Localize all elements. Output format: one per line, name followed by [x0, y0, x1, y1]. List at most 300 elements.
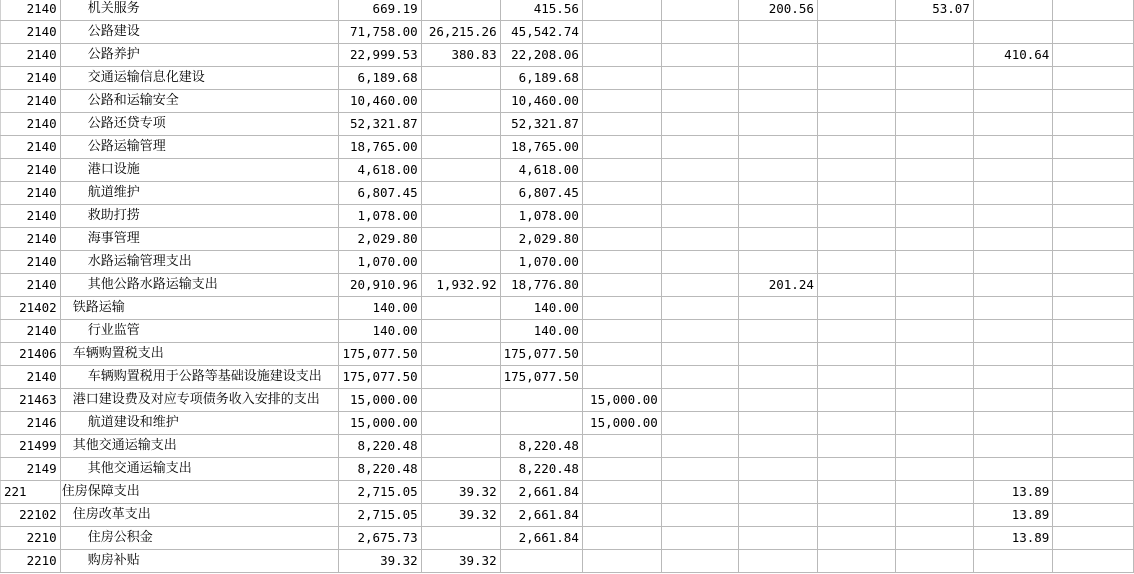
subject-name-cell[interactable]: 住房保障支出 [60, 481, 339, 504]
amount-cell[interactable]: 1,932.92 [421, 274, 500, 297]
amount-cell[interactable]: 8,220.48 [339, 435, 421, 458]
amount-cell[interactable]: 380.83 [421, 44, 500, 67]
subject-code-cell[interactable]: 22102 [1, 504, 61, 527]
subject-name-cell[interactable]: 救助打捞 [60, 205, 339, 228]
amount-cell[interactable] [421, 320, 500, 343]
amount-cell[interactable] [1053, 320, 1134, 343]
amount-cell[interactable] [817, 136, 895, 159]
amount-cell[interactable] [1053, 297, 1134, 320]
amount-cell[interactable]: 8,220.48 [500, 435, 582, 458]
amount-cell[interactable] [739, 251, 817, 274]
subject-code-cell[interactable]: 2149 [1, 458, 61, 481]
amount-cell[interactable] [582, 205, 661, 228]
amount-cell[interactable] [582, 504, 661, 527]
amount-cell[interactable] [973, 274, 1052, 297]
amount-cell[interactable]: 2,029.80 [500, 228, 582, 251]
subject-name-cell[interactable]: 住房改革支出 [60, 504, 339, 527]
amount-cell[interactable] [1053, 44, 1134, 67]
amount-cell[interactable] [895, 67, 973, 90]
amount-cell[interactable]: 39.32 [339, 550, 421, 573]
subject-code-cell[interactable]: 2140 [1, 320, 61, 343]
amount-cell[interactable] [582, 343, 661, 366]
subject-code-cell[interactable]: 2140 [1, 205, 61, 228]
amount-cell[interactable] [582, 21, 661, 44]
amount-cell[interactable] [895, 113, 973, 136]
amount-cell[interactable] [421, 113, 500, 136]
amount-cell[interactable] [661, 228, 739, 251]
amount-cell[interactable] [895, 366, 973, 389]
amount-cell[interactable] [973, 159, 1052, 182]
amount-cell[interactable] [739, 182, 817, 205]
amount-cell[interactable]: 410.64 [973, 44, 1052, 67]
amount-cell[interactable]: 26,215.26 [421, 21, 500, 44]
amount-cell[interactable] [421, 159, 500, 182]
amount-cell[interactable] [500, 550, 582, 573]
amount-cell[interactable] [1053, 21, 1134, 44]
subject-name-cell[interactable]: 购房补贴 [60, 550, 339, 573]
amount-cell[interactable] [895, 159, 973, 182]
amount-cell[interactable]: 175,077.50 [339, 343, 421, 366]
amount-cell[interactable] [895, 21, 973, 44]
amount-cell[interactable] [582, 136, 661, 159]
amount-cell[interactable] [582, 113, 661, 136]
amount-cell[interactable] [817, 527, 895, 550]
amount-cell[interactable] [973, 136, 1052, 159]
amount-cell[interactable]: 15,000.00 [582, 412, 661, 435]
subject-name-cell[interactable]: 车辆购置税支出 [60, 343, 339, 366]
amount-cell[interactable] [817, 113, 895, 136]
amount-cell[interactable]: 22,999.53 [339, 44, 421, 67]
amount-cell[interactable] [661, 0, 739, 21]
amount-cell[interactable]: 201.24 [739, 274, 817, 297]
amount-cell[interactable] [661, 458, 739, 481]
amount-cell[interactable] [582, 182, 661, 205]
amount-cell[interactable] [739, 205, 817, 228]
amount-cell[interactable] [661, 205, 739, 228]
amount-cell[interactable]: 175,077.50 [500, 343, 582, 366]
subject-name-cell[interactable]: 航道建设和维护 [60, 412, 339, 435]
amount-cell[interactable] [739, 21, 817, 44]
amount-cell[interactable] [421, 297, 500, 320]
amount-cell[interactable] [739, 389, 817, 412]
amount-cell[interactable] [421, 182, 500, 205]
amount-cell[interactable] [973, 297, 1052, 320]
amount-cell[interactable] [582, 44, 661, 67]
amount-cell[interactable] [817, 435, 895, 458]
amount-cell[interactable] [817, 0, 895, 21]
amount-cell[interactable] [973, 67, 1052, 90]
amount-cell[interactable] [582, 297, 661, 320]
amount-cell[interactable]: 13.89 [973, 504, 1052, 527]
amount-cell[interactable] [817, 251, 895, 274]
amount-cell[interactable] [895, 90, 973, 113]
amount-cell[interactable] [817, 182, 895, 205]
subject-code-cell[interactable]: 2140 [1, 113, 61, 136]
subject-code-cell[interactable]: 21463 [1, 389, 61, 412]
amount-cell[interactable] [1053, 389, 1134, 412]
amount-cell[interactable] [895, 504, 973, 527]
amount-cell[interactable]: 140.00 [500, 297, 582, 320]
subject-code-cell[interactable]: 221 [1, 481, 61, 504]
amount-cell[interactable] [661, 136, 739, 159]
subject-code-cell[interactable]: 21402 [1, 297, 61, 320]
amount-cell[interactable] [973, 412, 1052, 435]
amount-cell[interactable]: 13.89 [973, 527, 1052, 550]
amount-cell[interactable]: 15,000.00 [582, 389, 661, 412]
amount-cell[interactable] [817, 44, 895, 67]
subject-name-cell[interactable]: 港口建设费及对应专项债务收入安排的支出 [60, 389, 339, 412]
amount-cell[interactable] [817, 274, 895, 297]
subject-code-cell[interactable]: 2210 [1, 527, 61, 550]
subject-name-cell[interactable]: 水路运输管理支出 [60, 251, 339, 274]
amount-cell[interactable] [895, 205, 973, 228]
amount-cell[interactable] [739, 67, 817, 90]
amount-cell[interactable] [739, 297, 817, 320]
amount-cell[interactable] [973, 90, 1052, 113]
amount-cell[interactable]: 140.00 [500, 320, 582, 343]
subject-name-cell[interactable]: 航道维护 [60, 182, 339, 205]
amount-cell[interactable] [421, 366, 500, 389]
amount-cell[interactable] [973, 251, 1052, 274]
amount-cell[interactable] [739, 458, 817, 481]
amount-cell[interactable]: 71,758.00 [339, 21, 421, 44]
amount-cell[interactable]: 18,765.00 [339, 136, 421, 159]
subject-code-cell[interactable]: 2140 [1, 228, 61, 251]
amount-cell[interactable] [895, 228, 973, 251]
amount-cell[interactable] [661, 389, 739, 412]
amount-cell[interactable] [582, 550, 661, 573]
amount-cell[interactable] [739, 527, 817, 550]
amount-cell[interactable]: 6,189.68 [500, 67, 582, 90]
amount-cell[interactable] [739, 113, 817, 136]
amount-cell[interactable] [817, 504, 895, 527]
subject-code-cell[interactable]: 21499 [1, 435, 61, 458]
amount-cell[interactable] [739, 481, 817, 504]
amount-cell[interactable] [661, 412, 739, 435]
amount-cell[interactable] [661, 435, 739, 458]
amount-cell[interactable] [582, 435, 661, 458]
amount-cell[interactable] [421, 205, 500, 228]
amount-cell[interactable] [661, 527, 739, 550]
amount-cell[interactable] [739, 504, 817, 527]
amount-cell[interactable] [421, 435, 500, 458]
amount-cell[interactable]: 15,000.00 [339, 412, 421, 435]
amount-cell[interactable] [973, 366, 1052, 389]
amount-cell[interactable] [582, 251, 661, 274]
amount-cell[interactable] [973, 435, 1052, 458]
amount-cell[interactable]: 200.56 [739, 0, 817, 21]
amount-cell[interactable]: 6,807.45 [500, 182, 582, 205]
amount-cell[interactable] [421, 228, 500, 251]
amount-cell[interactable]: 175,077.50 [339, 366, 421, 389]
amount-cell[interactable] [421, 389, 500, 412]
amount-cell[interactable] [817, 205, 895, 228]
amount-cell[interactable] [1053, 90, 1134, 113]
subject-name-cell[interactable]: 机关服务 [60, 0, 339, 21]
amount-cell[interactable] [817, 320, 895, 343]
amount-cell[interactable] [1053, 274, 1134, 297]
subject-code-cell[interactable]: 2146 [1, 412, 61, 435]
amount-cell[interactable] [421, 251, 500, 274]
amount-cell[interactable] [1053, 366, 1134, 389]
amount-cell[interactable] [739, 90, 817, 113]
amount-cell[interactable]: 669.19 [339, 0, 421, 21]
amount-cell[interactable] [661, 550, 739, 573]
subject-code-cell[interactable]: 2140 [1, 90, 61, 113]
subject-name-cell[interactable]: 公路建设 [60, 21, 339, 44]
subject-name-cell[interactable]: 其他交通运输支出 [60, 435, 339, 458]
amount-cell[interactable] [421, 0, 500, 21]
amount-cell[interactable] [1053, 251, 1134, 274]
amount-cell[interactable]: 10,460.00 [339, 90, 421, 113]
amount-cell[interactable] [661, 182, 739, 205]
amount-cell[interactable] [739, 228, 817, 251]
amount-cell[interactable] [661, 67, 739, 90]
amount-cell[interactable]: 140.00 [339, 320, 421, 343]
amount-cell[interactable]: 2,661.84 [500, 481, 582, 504]
amount-cell[interactable] [421, 343, 500, 366]
amount-cell[interactable] [817, 297, 895, 320]
amount-cell[interactable] [895, 251, 973, 274]
amount-cell[interactable]: 39.32 [421, 481, 500, 504]
amount-cell[interactable] [1053, 343, 1134, 366]
amount-cell[interactable] [500, 389, 582, 412]
subject-name-cell[interactable]: 行业监管 [60, 320, 339, 343]
subject-name-cell[interactable]: 港口设施 [60, 159, 339, 182]
amount-cell[interactable] [421, 136, 500, 159]
amount-cell[interactable]: 8,220.48 [339, 458, 421, 481]
amount-cell[interactable] [973, 550, 1052, 573]
amount-cell[interactable] [582, 274, 661, 297]
subject-name-cell[interactable]: 交通运输信息化建设 [60, 67, 339, 90]
amount-cell[interactable] [661, 504, 739, 527]
amount-cell[interactable] [973, 182, 1052, 205]
amount-cell[interactable] [582, 320, 661, 343]
subject-code-cell[interactable]: 2140 [1, 274, 61, 297]
amount-cell[interactable] [895, 527, 973, 550]
subject-code-cell[interactable]: 2140 [1, 136, 61, 159]
subject-name-cell[interactable]: 车辆购置税用于公路等基础设施建设支出 [60, 366, 339, 389]
amount-cell[interactable] [739, 550, 817, 573]
amount-cell[interactable]: 1,070.00 [500, 251, 582, 274]
amount-cell[interactable] [582, 0, 661, 21]
amount-cell[interactable] [421, 412, 500, 435]
amount-cell[interactable]: 10,460.00 [500, 90, 582, 113]
amount-cell[interactable] [1053, 159, 1134, 182]
amount-cell[interactable] [661, 320, 739, 343]
amount-cell[interactable] [1053, 527, 1134, 550]
amount-cell[interactable] [895, 297, 973, 320]
amount-cell[interactable] [817, 550, 895, 573]
amount-cell[interactable] [582, 366, 661, 389]
amount-cell[interactable]: 1,070.00 [339, 251, 421, 274]
amount-cell[interactable] [817, 458, 895, 481]
amount-cell[interactable]: 175,077.50 [500, 366, 582, 389]
amount-cell[interactable] [817, 412, 895, 435]
amount-cell[interactable] [973, 389, 1052, 412]
amount-cell[interactable] [1053, 504, 1134, 527]
amount-cell[interactable] [739, 435, 817, 458]
amount-cell[interactable]: 39.32 [421, 550, 500, 573]
amount-cell[interactable] [1053, 228, 1134, 251]
amount-cell[interactable] [1053, 412, 1134, 435]
amount-cell[interactable] [817, 366, 895, 389]
amount-cell[interactable] [1053, 458, 1134, 481]
subject-name-cell[interactable]: 海事管理 [60, 228, 339, 251]
amount-cell[interactable]: 6,807.45 [339, 182, 421, 205]
amount-cell[interactable] [973, 458, 1052, 481]
amount-cell[interactable] [895, 182, 973, 205]
amount-cell[interactable] [817, 159, 895, 182]
amount-cell[interactable] [739, 44, 817, 67]
subject-name-cell[interactable]: 其他公路水路运输支出 [60, 274, 339, 297]
amount-cell[interactable] [661, 274, 739, 297]
amount-cell[interactable] [582, 159, 661, 182]
amount-cell[interactable] [1053, 67, 1134, 90]
amount-cell[interactable] [1053, 113, 1134, 136]
subject-code-cell[interactable]: 2140 [1, 366, 61, 389]
subject-code-cell[interactable]: 2210 [1, 550, 61, 573]
amount-cell[interactable] [421, 67, 500, 90]
amount-cell[interactable] [895, 481, 973, 504]
amount-cell[interactable]: 4,618.00 [500, 159, 582, 182]
amount-cell[interactable] [973, 320, 1052, 343]
amount-cell[interactable] [817, 343, 895, 366]
amount-cell[interactable] [817, 90, 895, 113]
subject-code-cell[interactable]: 2140 [1, 0, 61, 21]
amount-cell[interactable] [739, 159, 817, 182]
subject-code-cell[interactable]: 2140 [1, 182, 61, 205]
amount-cell[interactable]: 52,321.87 [500, 113, 582, 136]
amount-cell[interactable] [739, 366, 817, 389]
subject-code-cell[interactable]: 2140 [1, 159, 61, 182]
amount-cell[interactable]: 2,661.84 [500, 527, 582, 550]
amount-cell[interactable] [895, 320, 973, 343]
subject-name-cell[interactable]: 公路运输管理 [60, 136, 339, 159]
amount-cell[interactable] [895, 412, 973, 435]
amount-cell[interactable]: 8,220.48 [500, 458, 582, 481]
amount-cell[interactable]: 13.89 [973, 481, 1052, 504]
amount-cell[interactable]: 20,910.96 [339, 274, 421, 297]
amount-cell[interactable] [582, 458, 661, 481]
subject-name-cell[interactable]: 公路养护 [60, 44, 339, 67]
amount-cell[interactable] [661, 366, 739, 389]
amount-cell[interactable] [661, 21, 739, 44]
amount-cell[interactable] [973, 21, 1052, 44]
amount-cell[interactable]: 2,715.05 [339, 481, 421, 504]
amount-cell[interactable] [661, 297, 739, 320]
amount-cell[interactable] [582, 527, 661, 550]
amount-cell[interactable] [739, 320, 817, 343]
amount-cell[interactable]: 140.00 [339, 297, 421, 320]
amount-cell[interactable] [661, 113, 739, 136]
amount-cell[interactable] [895, 458, 973, 481]
subject-code-cell[interactable]: 21406 [1, 343, 61, 366]
amount-cell[interactable]: 2,715.05 [339, 504, 421, 527]
amount-cell[interactable] [973, 113, 1052, 136]
amount-cell[interactable] [817, 481, 895, 504]
amount-cell[interactable] [421, 458, 500, 481]
amount-cell[interactable]: 1,078.00 [339, 205, 421, 228]
amount-cell[interactable] [1053, 182, 1134, 205]
amount-cell[interactable] [1053, 205, 1134, 228]
amount-cell[interactable] [661, 481, 739, 504]
amount-cell[interactable]: 15,000.00 [339, 389, 421, 412]
subject-name-cell[interactable]: 公路和运输安全 [60, 90, 339, 113]
amount-cell[interactable] [973, 205, 1052, 228]
amount-cell[interactable]: 22,208.06 [500, 44, 582, 67]
amount-cell[interactable] [1053, 136, 1134, 159]
amount-cell[interactable]: 2,029.80 [339, 228, 421, 251]
amount-cell[interactable] [973, 228, 1052, 251]
amount-cell[interactable] [1053, 550, 1134, 573]
amount-cell[interactable]: 4,618.00 [339, 159, 421, 182]
amount-cell[interactable] [1053, 481, 1134, 504]
amount-cell[interactable] [817, 21, 895, 44]
amount-cell[interactable] [739, 136, 817, 159]
amount-cell[interactable] [739, 343, 817, 366]
amount-cell[interactable]: 39.32 [421, 504, 500, 527]
amount-cell[interactable] [421, 527, 500, 550]
amount-cell[interactable]: 6,189.68 [339, 67, 421, 90]
amount-cell[interactable] [500, 412, 582, 435]
amount-cell[interactable] [739, 412, 817, 435]
amount-cell[interactable] [895, 389, 973, 412]
subject-code-cell[interactable]: 2140 [1, 44, 61, 67]
amount-cell[interactable]: 415.56 [500, 0, 582, 21]
subject-name-cell[interactable]: 住房公积金 [60, 527, 339, 550]
amount-cell[interactable]: 2,661.84 [500, 504, 582, 527]
amount-cell[interactable] [1053, 435, 1134, 458]
amount-cell[interactable] [895, 44, 973, 67]
amount-cell[interactable] [582, 228, 661, 251]
subject-code-cell[interactable]: 2140 [1, 251, 61, 274]
amount-cell[interactable] [895, 435, 973, 458]
amount-cell[interactable] [661, 90, 739, 113]
amount-cell[interactable]: 52,321.87 [339, 113, 421, 136]
amount-cell[interactable] [973, 0, 1052, 21]
subject-name-cell[interactable]: 公路还贷专项 [60, 113, 339, 136]
amount-cell[interactable] [895, 550, 973, 573]
amount-cell[interactable] [817, 389, 895, 412]
amount-cell[interactable] [582, 67, 661, 90]
amount-cell[interactable]: 1,078.00 [500, 205, 582, 228]
amount-cell[interactable]: 2,675.73 [339, 527, 421, 550]
amount-cell[interactable] [582, 90, 661, 113]
subject-name-cell[interactable]: 其他交通运输支出 [60, 458, 339, 481]
amount-cell[interactable] [421, 90, 500, 113]
amount-cell[interactable] [661, 44, 739, 67]
amount-cell[interactable] [817, 67, 895, 90]
amount-cell[interactable] [895, 274, 973, 297]
amount-cell[interactable] [582, 481, 661, 504]
amount-cell[interactable]: 18,776.80 [500, 274, 582, 297]
amount-cell[interactable] [973, 343, 1052, 366]
amount-cell[interactable] [661, 159, 739, 182]
amount-cell[interactable]: 53.07 [895, 0, 973, 21]
subject-code-cell[interactable]: 2140 [1, 67, 61, 90]
amount-cell[interactable] [817, 228, 895, 251]
amount-cell[interactable] [1053, 0, 1134, 21]
amount-cell[interactable]: 45,542.74 [500, 21, 582, 44]
subject-name-cell[interactable]: 铁路运输 [60, 297, 339, 320]
amount-cell[interactable] [895, 136, 973, 159]
amount-cell[interactable] [661, 343, 739, 366]
subject-code-cell[interactable]: 2140 [1, 21, 61, 44]
amount-cell[interactable]: 18,765.00 [500, 136, 582, 159]
amount-cell[interactable] [661, 251, 739, 274]
amount-cell[interactable] [895, 343, 973, 366]
